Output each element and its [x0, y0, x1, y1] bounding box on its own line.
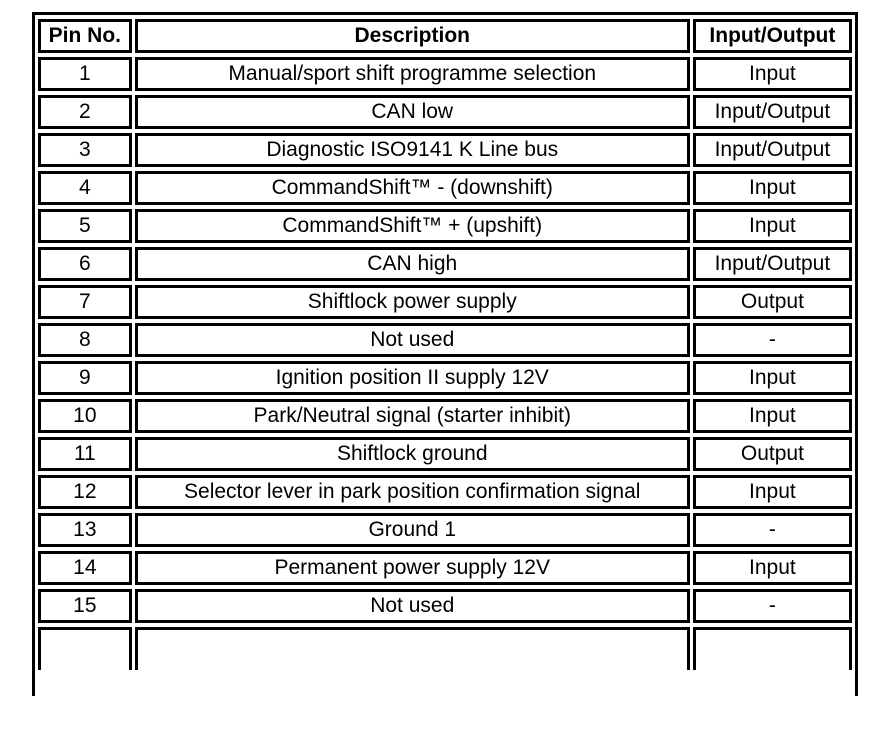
pin-number-cell: 2	[38, 95, 132, 129]
empty-cell	[693, 627, 852, 670]
pin-number-cell: 6	[38, 247, 132, 281]
io-cell: -	[693, 589, 852, 623]
pin-number-cell: 10	[38, 399, 132, 433]
table-row	[38, 57, 852, 91]
pin-number-cell: 11	[38, 437, 132, 471]
io-cell: Input	[693, 399, 852, 433]
description-cell: CAN high	[135, 247, 690, 281]
table-row	[38, 323, 852, 357]
table-row	[38, 285, 852, 319]
description-cell: Park/Neutral signal (starter inhibit)	[135, 399, 690, 433]
description-cell: Not used	[135, 589, 690, 623]
table-row	[38, 589, 852, 623]
pin-number-cell: 14	[38, 551, 132, 585]
pin-number-cell: 5	[38, 209, 132, 243]
pin-number-cell: 8	[38, 323, 132, 357]
io-cell: Input	[693, 57, 852, 91]
io-cell: -	[693, 513, 852, 547]
description-cell: Ground 1	[135, 513, 690, 547]
table-header-row	[38, 19, 852, 53]
table-row	[38, 399, 852, 433]
pin-number-cell: 1	[38, 57, 132, 91]
pin-number-cell: 13	[38, 513, 132, 547]
table-row	[38, 133, 852, 167]
table-row	[38, 551, 852, 585]
io-cell: Input/Output	[693, 133, 852, 167]
table-row	[38, 171, 852, 205]
description-cell: Permanent power supply 12V	[135, 551, 690, 585]
description-cell: Not used	[135, 323, 690, 357]
description-cell: Selector lever in park position confirmation signal	[135, 475, 690, 509]
table-row	[38, 209, 852, 243]
pin-table	[35, 15, 855, 674]
io-cell: Output	[693, 437, 852, 471]
io-cell: Output	[693, 285, 852, 319]
description-cell: Diagnostic ISO9141 K Line bus	[135, 133, 690, 167]
description-cell: Ignition position II supply 12V	[135, 361, 690, 395]
pin-table-frame	[32, 12, 858, 696]
io-cell: Input	[693, 361, 852, 395]
table-row-empty	[38, 627, 852, 670]
empty-cell	[135, 627, 690, 670]
pin-number-cell: 3	[38, 133, 132, 167]
table-row	[38, 475, 852, 509]
table-row	[38, 361, 852, 395]
pin-number-cell: 9	[38, 361, 132, 395]
empty-cell	[38, 627, 132, 670]
io-cell: Input/Output	[693, 247, 852, 281]
table-row	[38, 437, 852, 471]
pin-number-cell: 4	[38, 171, 132, 205]
io-cell: -	[693, 323, 852, 357]
header-pin-no: Pin No.	[38, 19, 132, 53]
table-row	[38, 95, 852, 129]
description-cell: CommandShift™ + (upshift)	[135, 209, 690, 243]
description-cell: Shiftlock power supply	[135, 285, 690, 319]
table-row	[38, 247, 852, 281]
description-cell: Shiftlock ground	[135, 437, 690, 471]
io-cell: Input/Output	[693, 95, 852, 129]
table-row	[38, 513, 852, 547]
header-input-output: Input/Output	[693, 19, 852, 53]
pin-number-cell: 15	[38, 589, 132, 623]
io-cell: Input	[693, 171, 852, 205]
pin-number-cell: 12	[38, 475, 132, 509]
io-cell: Input	[693, 475, 852, 509]
io-cell: Input	[693, 209, 852, 243]
io-cell: Input	[693, 551, 852, 585]
description-cell: CommandShift™ - (downshift)	[135, 171, 690, 205]
description-cell: Manual/sport shift programme selection	[135, 57, 690, 91]
description-cell: CAN low	[135, 95, 690, 129]
pin-number-cell: 7	[38, 285, 132, 319]
header-description: Description	[135, 19, 690, 53]
